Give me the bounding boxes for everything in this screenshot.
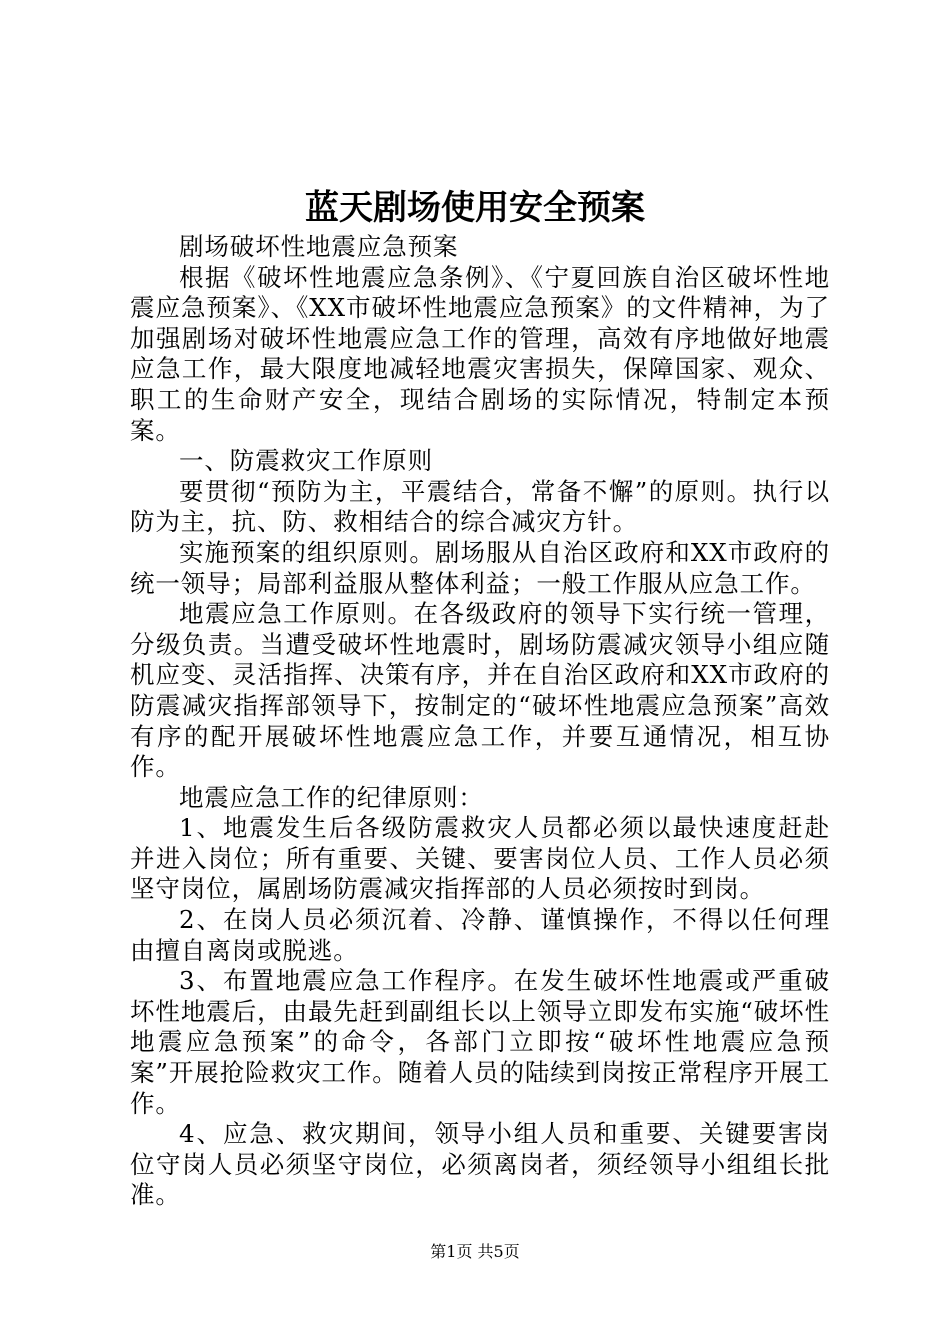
paragraph-subtitle: 剧场破坏性地震应急预案	[179, 232, 459, 261]
paragraph-principle: 要贯彻“预防为主，平震结合，常备不懈”的原则。执行以防为主，抗、防、救相结合的综合减灾方针。	[130, 476, 830, 537]
list-item: 4、应急、救灾期间，领导小组人员和重要、关键要害岗位守岗人员必须坚守岗位，必须离岗者，须经领导小组组长批准。	[130, 1119, 830, 1210]
page-number-footer: 第1页 共5页	[430, 1242, 520, 1261]
paragraph-organization: 实施预案的组织原则。剧场服从自治区政府和XX市政府的统一领导；局部利益服从整体利益；一般工作服从应急工作。	[130, 537, 830, 598]
list-item: 3、布置地震应急工作程序。在发生破坏性地震或严重破坏性地震后，由最先赶到副组长以上领导立即发布实施“破坏性地震应急预案”的命令，各部门立即按“破坏性地震应急预案”开展抢险救灾工作。随着人员的陆续到岗按正常程序开展工作。	[130, 966, 830, 1118]
list-item: 2、在岗人员必须沉着、冷静、谨慎操作，不得以任何理由擅自离岗或脱逃。	[130, 905, 830, 965]
document-title: 蓝天剧场使用安全预案	[305, 188, 645, 228]
paragraph-discipline-heading: 地震应急工作的纪律原则：	[179, 782, 484, 812]
paragraph-emergency-principle: 地震应急工作原则。在各级政府的领导下实行统一管理，分级负责。当遭受破坏性地震时，剧场防震减灾领导小组应随机应变、灵活指挥、决策有序，并在自治区政府和XX市政府的防震减灾指挥部领导下，按制定的“破坏性地震应急预案”高效有序的配开展破坏性地震应急工作，并要互通情况，相互协作。	[130, 599, 830, 782]
paragraph-intro: 根据《破坏性地震应急条例》、《宁夏回族自治区破坏性地震应急预案》、《XX市破坏性地震应急预案》的文件精神，为了加强剧场对破坏性地震应急工作的管理，高效有序地做好地震应急工作，最大限度地减轻地震灾害损失，保障国家、观众、职工的生命财产安全，现结合剧场的实际情况，特制定本预案。	[130, 262, 830, 445]
section-heading: 一、防震救灾工作原则	[179, 446, 433, 476]
document-body	[130, 232, 830, 1211]
list-item: 1、地震发生后各级防震救灾人员都必须以最快速度赶赴并进入岗位；所有重要、关键、要害岗位人员、工作人员必须坚守岗位，属剧场防震减灾指挥部的人员必须按时到岗。	[130, 813, 830, 904]
